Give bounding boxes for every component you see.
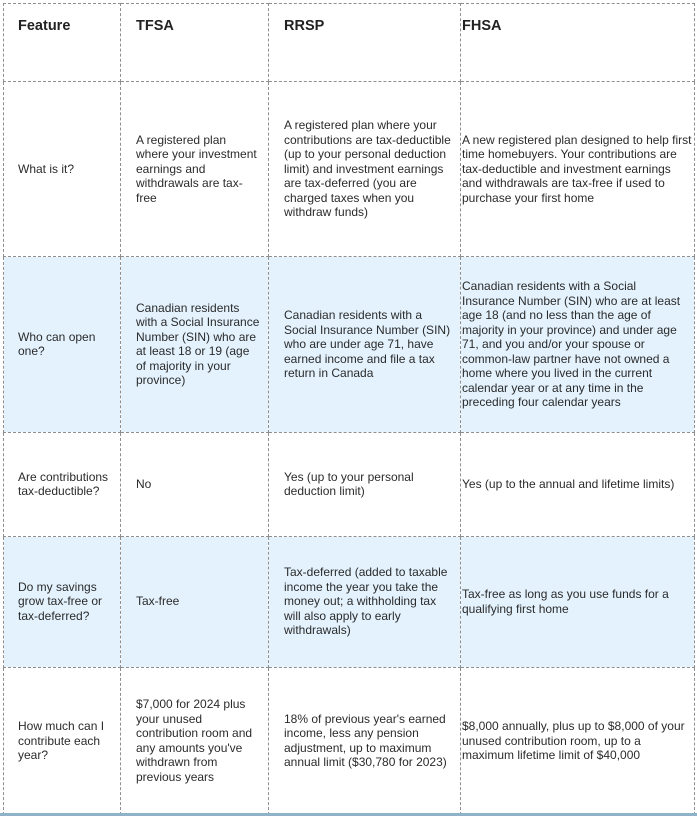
rrsp-cell: 18% of previous year's earned income, less any pension adjustment, up to maximum annual limit ($30,780 for 2023) xyxy=(269,667,461,814)
rrsp-cell: Canadian residents with a Social Insurance Number (SIN) who are under age 71, have earned income and file a tax return in Canada xyxy=(269,257,461,432)
header-row xyxy=(4,4,695,82)
feature-cell: Do my savings grow tax-free or tax-deferred? xyxy=(4,536,121,667)
tfsa-cell: A registered plan where your investment earnings and withdrawals are tax-free xyxy=(121,82,269,257)
header-feature: Feature xyxy=(4,4,121,82)
header-tfsa: TFSA xyxy=(121,4,269,82)
fhsa-cell: A new registered plan designed to help first time homebuyers. Your contributions are tax-deductible and investment earnings and withdrawals are tax-free if used to purchase your first home xyxy=(461,82,695,257)
feature-cell: Who can open one? xyxy=(4,257,121,432)
rrsp-cell: Yes (up to your personal deduction limit) xyxy=(269,432,461,536)
feature-cell: How much can I contribute each year? xyxy=(4,667,121,814)
fhsa-cell: $8,000 annually, plus up to $8,000 of your unused contribution room, up to a maximum lifetime limit of $40,000 xyxy=(461,667,695,814)
bottom-divider xyxy=(0,813,697,816)
table-row-tax-deductible xyxy=(4,432,695,536)
comparison-table xyxy=(3,3,695,815)
tfsa-cell: No xyxy=(121,432,269,536)
tfsa-cell: Canadian residents with a Social Insurance Number (SIN) who are at least 18 or 19 (age of majority in your province) xyxy=(121,257,269,432)
feature-cell: Are contributions tax-deductible? xyxy=(4,432,121,536)
tfsa-cell: Tax-free xyxy=(121,536,269,667)
table-row-what-is-it xyxy=(4,82,695,257)
table-row-savings-growth xyxy=(4,536,695,667)
rrsp-cell: Tax-deferred (added to taxable income the year you take the money out; a withholding tax will also apply to early withdrawals) xyxy=(269,536,461,667)
table-row-contribution-limit xyxy=(4,667,695,814)
header-rrsp: RRSP xyxy=(269,4,461,82)
fhsa-cell: Canadian residents with a Social Insurance Number (SIN) who are at least age 18 (and no less than the age of majority in your province) and under age 71, and you and/or your spouse or common-law partner have not owned a home where you lived in the current calendar year or at any time in the preceding four calendar years xyxy=(461,257,695,432)
header-fhsa: FHSA xyxy=(461,4,695,82)
fhsa-cell: Tax-free as long as you use funds for a qualifying first home xyxy=(461,536,695,667)
fhsa-cell: Yes (up to the annual and lifetime limits) xyxy=(461,432,695,536)
tfsa-cell: $7,000 for 2024 plus your unused contribution room and any amounts you've withdrawn from previous years xyxy=(121,667,269,814)
table-row-who-can-open xyxy=(4,257,695,432)
feature-cell: What is it? xyxy=(4,82,121,257)
rrsp-cell: A registered plan where your contributions are tax-deductible (up to your personal deduction limit) and investment earnings are tax-deferred (you are charged taxes when you withdraw funds) xyxy=(269,82,461,257)
